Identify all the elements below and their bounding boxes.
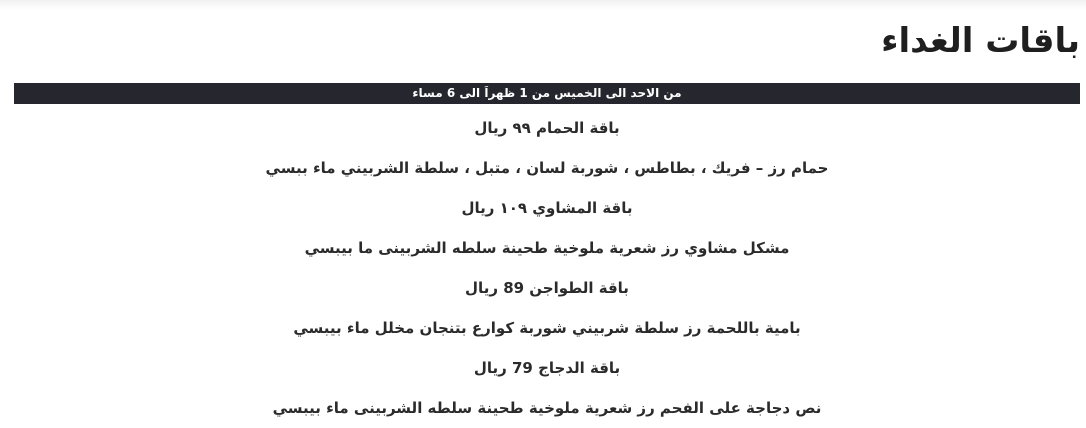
package-items: نص دجاجة على الفحم رز شعرية ملوخية طحينة سلطه الشربينى ماء بيبسي [272,399,822,417]
package-items: حمام رز – فريك ، بطاطس ، شوربة لسان ، متبل ، سلطة الشربيني ماء ببسي [265,159,829,177]
lunch-packages-list [14,108,1080,428]
schedule-banner: من الاحد الى الخميس من 1 ظهراَ الى 6 مساء [14,83,1080,104]
package-name: باقة الطواجن 89 ريال [465,279,629,297]
package-items: مشكل مشاوي رز شعرية ملوخية طحينة سلطه الشربينى ما بيبسي [304,239,790,257]
top-bar-shadow [0,0,1086,10]
package-name: باقة المشاوي ١٠٩ ريال [461,199,633,217]
package-name: باقة الدجاج 79 ريال [473,359,621,377]
page-title: باقات الغداء [881,21,1080,61]
package-name: باقة الحمام ٩٩ ريال [474,119,620,137]
package-items: بامية باللحمة رز سلطة شربيني شوربة كوارع بتنجان مخلل ماء بيبسي [293,319,801,337]
